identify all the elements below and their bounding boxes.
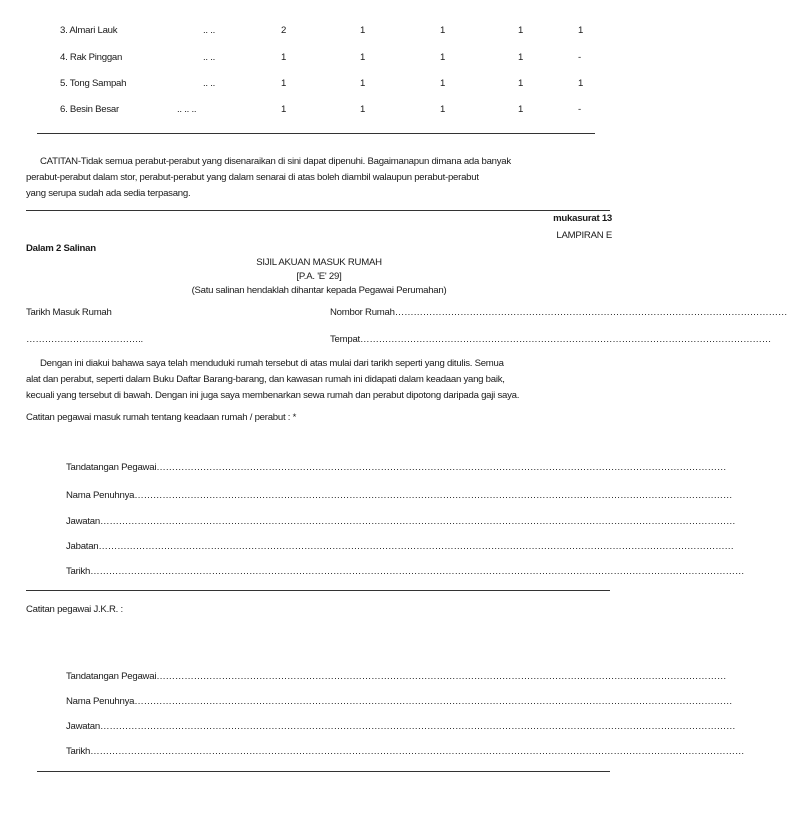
item-label: 6. Besin Besar <box>60 104 119 115</box>
catitan-line: perabut-perabut dalam stor, perabut-perabut yang dalam senarai di atas boleh diambil walaupun perabut-perabut <box>26 172 479 183</box>
divider <box>26 590 610 591</box>
divider <box>26 210 610 211</box>
nama-penuh-label: Nama Penuhnya <box>66 490 135 501</box>
tarikh-masuk-field[interactable]: ……………………………….. <box>26 334 143 345</box>
declaration-line: kecuali yang tersebut di bawah. Dengan ini juga saya membenarkan sewa rumah dan perabut dipotong daripada gaji saya. <box>26 390 520 401</box>
tandatangan-label: Tandatangan Pegawai <box>66 462 157 473</box>
tempat-field[interactable]: Tempat…………………………………………………………………………………………………………………… <box>330 334 772 345</box>
nama-penuh-field[interactable]: Nama Penuhnya………………………………………………………………………………………………………………………………………………………………………… <box>66 490 733 501</box>
item-col3: 1 <box>440 25 446 36</box>
item-col4: 1 <box>518 25 524 36</box>
jabatan-label: Jabatan <box>66 541 99 552</box>
tandatangan-field-jkr[interactable]: Tandatangan Pegawai………………………………………………………………………………………………………………………………………………………………… <box>66 671 727 682</box>
item-label: 3. Almari Lauk <box>60 25 118 36</box>
jawatan-label: Jawatan <box>66 516 100 527</box>
table-row <box>0 104 638 118</box>
item-col1: 1 <box>281 104 287 115</box>
nama-penuh-field-jkr[interactable]: Nama Penuhnya………………………………………………………………………………………………………………………………………………………………………… <box>66 696 733 707</box>
catitan-line: yang serupa sudah ada sedia terpasang. <box>26 188 191 199</box>
divider <box>37 133 595 134</box>
declaration-line: alat dan perabut, seperti dalam Buku Daftar Barang-barang, dan kawasan rumah ini didapati dalam keadaan yang baik, <box>26 374 505 385</box>
item-col2: 1 <box>360 25 366 36</box>
tarikh-label: Tarikh <box>66 566 91 577</box>
item-col4: 1 <box>518 78 524 89</box>
jawatan-label-jkr: Jawatan <box>66 721 100 732</box>
item-col3: 1 <box>440 78 446 89</box>
table-row <box>0 52 638 66</box>
table-row <box>0 78 638 92</box>
item-col5: 1 <box>578 78 584 89</box>
item-dots: .. .. <box>203 25 216 36</box>
jawatan-field[interactable]: Jawatan…………………………………………………………………………………………………………………………………………………………………………………… <box>66 516 736 527</box>
item-label: 4. Rak Pinggan <box>60 52 123 63</box>
tandatangan-field[interactable]: Tandatangan Pegawai………………………………………………………………………………………………………………………………………………………………… <box>66 462 727 473</box>
item-col5: - <box>578 52 581 63</box>
tarikh-field-jkr[interactable]: Tarikh………………………………………………………………………………………………………………………………………………………………………………………… <box>66 746 745 757</box>
item-col3: 1 <box>440 104 446 115</box>
nombor-rumah-label: Nombor Rumah <box>330 307 395 318</box>
item-label: 5. Tong Sampah <box>60 78 127 89</box>
item-dots: .. .. .. <box>177 104 197 115</box>
item-col4: 1 <box>518 52 524 63</box>
declaration-line: Dengan ini diakui bahawa saya telah menduduki rumah tersebut di atas mulai dari tarikh seperti yang ditulis. Semua <box>40 358 504 369</box>
tarikh-field[interactable]: Tarikh………………………………………………………………………………………………………………………………………………………………………………………… <box>66 566 745 577</box>
divider <box>37 771 610 772</box>
tarikh-label-jkr: Tarikh <box>66 746 91 757</box>
tarikh-masuk-label: Tarikh Masuk Rumah <box>26 307 112 318</box>
item-dots: .. .. <box>203 52 216 63</box>
document-title: SIJIL AKUAN MASUK RUMAH <box>256 257 382 268</box>
page-reference: mukasurat 13 <box>553 213 612 224</box>
declaration-text <box>26 356 626 404</box>
tempat-label: Tempat <box>330 334 360 345</box>
item-col3: 1 <box>440 52 446 63</box>
jabatan-field[interactable]: Jabatan…………………………………………………………………………………………………………………………………………………………………………………… <box>66 541 734 552</box>
catitan-line: CATITAN-Tidak semua perabut-perabut yang disenaraikan di sini dapat dipenuhi. Bagaimanapun dimana ada banyak <box>40 156 511 167</box>
item-col5: 1 <box>578 25 584 36</box>
copies-label: Dalam 2 Salinan <box>26 243 96 254</box>
item-dots: .. .. <box>203 78 216 89</box>
item-col2: 1 <box>360 104 366 115</box>
item-col2: 1 <box>360 78 366 89</box>
jawatan-field-jkr[interactable]: Jawatan…………………………………………………………………………………………………………………………………………………………………………………… <box>66 721 736 732</box>
nombor-rumah-field[interactable]: Nombor Rumah……………………………………………………………………………………………………………… <box>330 307 787 318</box>
item-col1: 1 <box>281 78 287 89</box>
catitan-jkr-label: Catitan pegawai J.K.R. : <box>26 604 123 615</box>
catitan-note <box>26 154 616 202</box>
tandatangan-label-jkr: Tandatangan Pegawai <box>66 671 157 682</box>
item-col1: 1 <box>281 52 287 63</box>
nama-penuh-label-jkr: Nama Penuhnya <box>66 696 135 707</box>
form-code: [P.A. 'E' 29] <box>296 271 342 282</box>
lampiran-label: LAMPIRAN E <box>556 230 612 241</box>
item-col1: 2 <box>281 25 287 36</box>
item-col4: 1 <box>518 104 524 115</box>
item-col5: - <box>578 104 581 115</box>
catitan-pegawai-label: Catitan pegawai masuk rumah tentang keadaan rumah / perabut : * <box>26 412 297 423</box>
item-col2: 1 <box>360 52 366 63</box>
document-subtitle: (Satu salinan hendaklah dihantar kepada Pegawai Perumahan) <box>191 285 447 296</box>
table-row <box>0 25 638 39</box>
